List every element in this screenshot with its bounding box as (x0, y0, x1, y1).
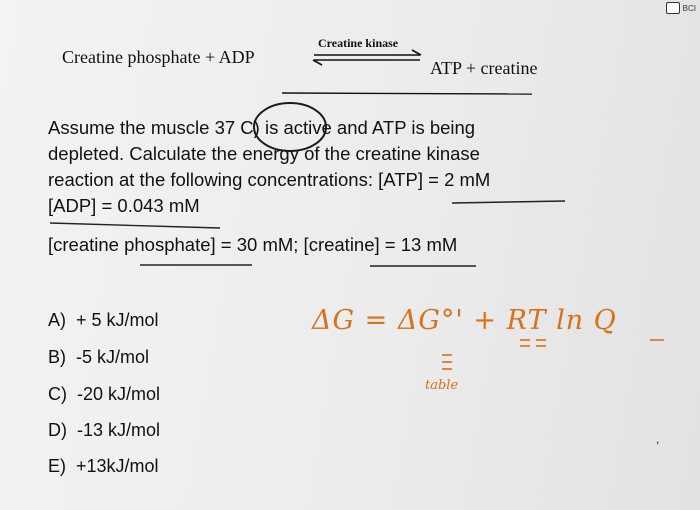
question-line-5: [creatine phosphate] = 30 mM; [creatine] = 13 mM (48, 234, 458, 255)
question-line-2: depleted. Calculate the energy of the creatine kinase (48, 143, 480, 164)
option-a-letter: A) (48, 310, 66, 330)
question-line-3: reaction at the following concentrations: [ATP] = 2 mM (48, 169, 491, 190)
question-line-1-start: Assume the muscle (48, 117, 215, 138)
temperature-value: 37 C) (214, 117, 260, 138)
question-line-1-end: is active and ATP is being (259, 117, 476, 138)
option-e-letter: E) (48, 456, 66, 476)
reaction-products: ATP + creatine (430, 58, 538, 78)
corner-label: BCI (682, 3, 696, 13)
question-line-4: [ADP] = 0.043 mM (48, 195, 200, 216)
enzyme-label: Creatine kinase (318, 36, 399, 50)
option-d-text: -13 kJ/mol (77, 420, 161, 440)
identity-marks (442, 340, 664, 369)
reaction-reactants: Creatine phosphate + ADP (62, 47, 255, 67)
option-b-letter: B) (48, 347, 66, 367)
option-b-text: -5 kJ/mol (76, 347, 150, 367)
option-a-text: + 5 kJ/mol (76, 310, 159, 330)
option-d-letter: D) (48, 420, 67, 440)
option-c-text: -20 kJ/mol (77, 384, 161, 404)
stray-mark: , (656, 432, 660, 446)
option-c-letter: C) (48, 384, 67, 404)
option-e-text: +13kJ/mol (76, 456, 159, 476)
handwritten-note: table (425, 378, 459, 393)
handwritten-equation: ΔG = ΔG°' + RT ln Q (312, 305, 617, 336)
